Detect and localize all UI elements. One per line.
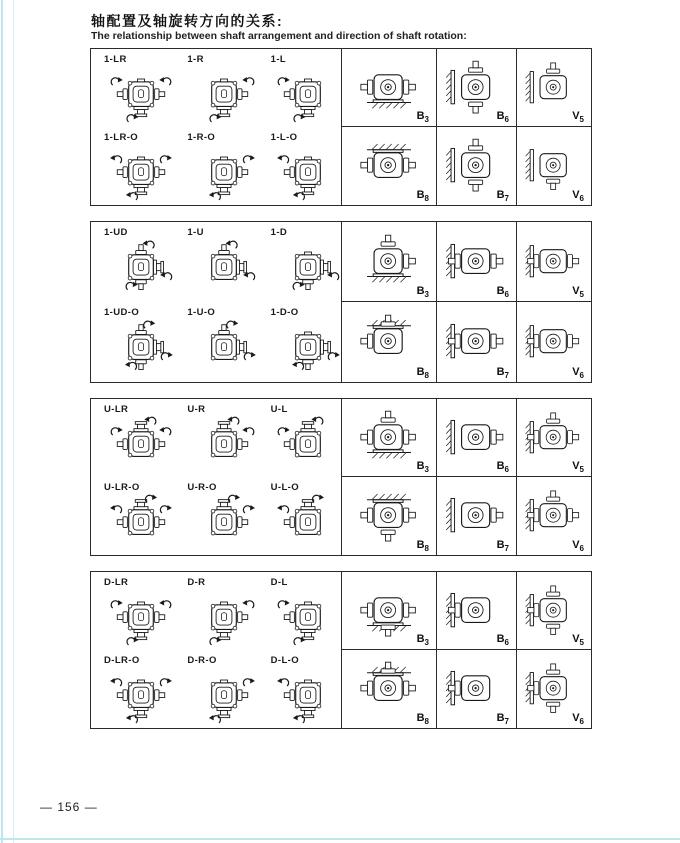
mounting-subscript: 6 [504,115,509,124]
mounting-cell [516,222,591,302]
arrangement-cell [174,650,257,728]
arrangement-grid [91,222,341,382]
mounting-position-icon [517,59,591,117]
arrangement-cell [258,572,341,650]
arrangement-cell [258,477,341,555]
mounting-subscript: 7 [504,717,509,726]
mounting-subscript: 5 [579,638,584,647]
mounting-label [417,189,429,203]
mounting-position-icon [437,409,516,467]
arrangement-cell [258,49,341,127]
mounting-subscript: 7 [504,544,509,553]
mounting-grid [341,399,591,555]
arrangement-label: 1-D-O [270,307,299,318]
arrangement-label: U-LR [104,404,129,415]
arrangement-grid [91,49,341,205]
mounting-label [572,633,584,647]
mounting-position-icon [349,487,429,545]
mounting-cell [436,127,516,205]
mounting-label [572,460,584,474]
arrangement-cell [258,399,341,477]
panel-1 [90,48,592,206]
mounting-position-icon [517,487,591,545]
mounting-label [497,460,509,474]
mounting-position-icon [517,313,591,371]
mounting-letter: V [572,109,580,122]
mounting-cell [341,222,436,302]
mounting-label [497,539,509,553]
mounting-letter: B [416,284,425,297]
gearbox-shaft-arrangement-icon [273,144,341,202]
mounting-subscript: 5 [579,465,584,474]
mounting-label [417,633,429,647]
arrangement-label: U-L [270,404,288,415]
arrangement-grid [91,572,341,728]
arrangement-label: 1-LR-O [104,132,139,143]
mounting-position-icon [517,233,591,291]
panels-container [90,48,592,744]
mounting-position-icon [517,660,591,718]
mounting-cell [516,127,591,205]
arrangement-cell [174,302,257,382]
mounting-cell [516,49,591,127]
arrangement-cell [91,49,174,127]
mounting-subscript: 7 [504,371,509,380]
arrangement-label: 1-LR [104,54,127,65]
gearbox-shaft-arrangement-icon [189,416,257,474]
mounting-letter: B [496,459,505,472]
mounting-position-icon [517,582,591,640]
gearbox-shaft-arrangement-icon [189,319,257,377]
mounting-label [572,285,584,299]
mounting-label [417,460,429,474]
mounting-position-icon [437,313,516,371]
mounting-label [572,189,584,203]
arrangement-cell [174,222,257,302]
page-subtitle: The relationship between shaft arrangement and direction of shaft rotation: [91,30,467,42]
mounting-grid [341,222,591,382]
arrangement-label: U-R-O [187,482,217,493]
mounting-label [497,712,509,726]
mounting-subscript: 5 [579,290,584,299]
mounting-cell [516,477,591,555]
mounting-subscript: 3 [424,638,429,647]
mounting-position-icon [437,137,516,195]
gearbox-shaft-arrangement-icon [106,319,174,377]
mounting-letter: B [416,109,425,122]
mounting-position-icon [437,233,516,291]
arrangement-cell [258,222,341,302]
arrangement-label: 1-UD-O [104,307,140,318]
mounting-position-icon [517,409,591,467]
mounting-cell [341,49,436,127]
mounting-label [572,539,584,553]
mounting-letter: B [496,538,505,551]
mounting-letter: V [572,538,580,551]
gearbox-shaft-arrangement-icon [273,416,341,474]
mounting-subscript: 6 [504,465,509,474]
mounting-letter: B [496,109,505,122]
mounting-letter: B [496,188,505,201]
arrangement-label: U-L-O [270,482,300,493]
mounting-position-icon [349,582,429,640]
mounting-label [417,539,429,553]
mounting-letter: B [416,711,425,724]
arrangement-label: 1-U-O [187,307,216,318]
mounting-cell [436,302,516,382]
gearbox-shaft-arrangement-icon [273,667,341,725]
gearbox-shaft-arrangement-icon [273,319,341,377]
mounting-cell [341,399,436,477]
page-edge-rule-bottom [0,838,680,840]
arrangement-label: 1-D [270,227,288,238]
mounting-subscript: 6 [579,717,584,726]
arrangement-label: 1-R-O [187,132,216,143]
arrangement-label: D-LR [104,577,129,588]
gearbox-shaft-arrangement-icon [189,667,257,725]
gearbox-shaft-arrangement-icon [106,667,174,725]
arrangement-cell [91,399,174,477]
arrangement-cell [258,650,341,728]
mounting-label [417,366,429,380]
mounting-subscript: 7 [504,194,509,203]
mounting-letter: B [496,284,505,297]
mounting-subscript: 6 [579,371,584,380]
mounting-letter: V [572,365,580,378]
arrangement-cell [258,302,341,382]
arrangement-label: D-L-O [270,655,300,666]
mounting-subscript: 8 [424,371,429,380]
arrangement-cell [91,650,174,728]
arrangement-cell [258,127,341,205]
arrangement-label: 1-R [187,54,204,65]
arrangement-cell [91,477,174,555]
mounting-letter: B [416,538,425,551]
mounting-cell [516,399,591,477]
arrangement-grid [91,399,341,555]
mounting-subscript: 6 [504,290,509,299]
mounting-subscript: 8 [424,717,429,726]
mounting-label [417,285,429,299]
arrangement-label: 1-U [187,227,204,238]
mounting-cell [436,222,516,302]
arrangement-cell [174,572,257,650]
gearbox-shaft-arrangement-icon [106,144,174,202]
mounting-position-icon [517,137,591,195]
gearbox-shaft-arrangement-icon [189,66,257,124]
mounting-letter: B [416,632,425,645]
arrangement-label: D-L [270,577,288,588]
gearbox-shaft-arrangement-icon [106,589,174,647]
arrangement-cell [174,127,257,205]
arrangement-label: D-R-O [187,655,217,666]
arrangement-label: 1-L-O [270,132,298,143]
arrangement-cell [91,222,174,302]
mounting-label [497,285,509,299]
mounting-subscript: 3 [424,465,429,474]
arrangement-cell [91,572,174,650]
mounting-label [497,366,509,380]
mounting-letter: V [572,188,580,201]
mounting-position-icon [349,313,429,371]
mounting-label [417,712,429,726]
mounting-cell [436,399,516,477]
mounting-letter: V [572,711,580,724]
mounting-subscript: 8 [424,544,429,553]
mounting-label [497,189,509,203]
gearbox-shaft-arrangement-icon [189,239,257,297]
gearbox-shaft-arrangement-icon [106,239,174,297]
arrangement-label: U-R [187,404,206,415]
arrangement-cell [174,49,257,127]
mounting-subscript: 5 [579,115,584,124]
gearbox-shaft-arrangement-icon [106,416,174,474]
gearbox-shaft-arrangement-icon [273,239,341,297]
gearbox-shaft-arrangement-icon [189,144,257,202]
page-title: 轴配置及轴旋转方向的关系: [91,13,284,29]
mounting-label [497,110,509,124]
gearbox-shaft-arrangement-icon [273,494,341,552]
gearbox-shaft-arrangement-icon [273,66,341,124]
mounting-letter: B [496,711,505,724]
arrangement-label: 1-UD [104,227,128,238]
arrangement-cell [91,302,174,382]
mounting-position-icon [349,59,429,117]
mounting-cell [341,572,436,650]
mounting-cell [436,477,516,555]
mounting-letter: B [416,188,425,201]
mounting-cell [341,650,436,728]
mounting-position-icon [349,137,429,195]
mounting-letter: V [572,632,580,645]
page-edge-rule-left-outer [1,0,3,843]
mounting-letter: B [416,459,425,472]
mounting-letter: B [496,365,505,378]
mounting-grid [341,49,591,205]
mounting-subscript: 6 [579,544,584,553]
mounting-position-icon [437,582,516,640]
mounting-cell [436,49,516,127]
gearbox-shaft-arrangement-icon [273,589,341,647]
arrangement-cell [174,399,257,477]
mounting-label [417,110,429,124]
panel-2 [90,221,592,383]
mounting-label [572,366,584,380]
mounting-position-icon [437,59,516,117]
gearbox-shaft-arrangement-icon [106,494,174,552]
mounting-cell [341,302,436,382]
arrangement-cell [174,477,257,555]
header [91,13,593,43]
arrangement-cell [91,127,174,205]
mounting-letter: V [572,459,580,472]
mounting-position-icon [437,660,516,718]
mounting-label [572,110,584,124]
arrangement-label: U-LR-O [104,482,140,493]
mounting-cell [436,572,516,650]
page-number: — 156 — [40,800,98,814]
mounting-cell [341,477,436,555]
mounting-letter: B [416,365,425,378]
mounting-letter: B [496,632,505,645]
gearbox-shaft-arrangement-icon [189,589,257,647]
gearbox-shaft-arrangement-icon [106,66,174,124]
mounting-subscript: 3 [424,115,429,124]
panel-4 [90,571,592,729]
mounting-subscript: 3 [424,290,429,299]
panel-3 [90,398,592,556]
mounting-label [572,712,584,726]
arrangement-label: D-R [187,577,206,588]
mounting-position-icon [349,409,429,467]
arrangement-label: 1-L [270,54,287,65]
mounting-subscript: 8 [424,194,429,203]
gearbox-shaft-arrangement-icon [189,494,257,552]
mounting-cell [516,572,591,650]
mounting-grid [341,572,591,728]
page-edge-rule-left-inner [13,0,14,843]
mounting-position-icon [349,233,429,291]
mounting-letter: V [572,284,580,297]
mounting-position-icon [437,487,516,545]
mounting-cell [516,650,591,728]
mounting-label [497,633,509,647]
mounting-cell [341,127,436,205]
mounting-subscript: 6 [504,638,509,647]
mounting-cell [436,650,516,728]
arrangement-label: D-LR-O [104,655,140,666]
mounting-subscript: 6 [579,194,584,203]
mounting-cell [516,302,591,382]
mounting-position-icon [349,660,429,718]
